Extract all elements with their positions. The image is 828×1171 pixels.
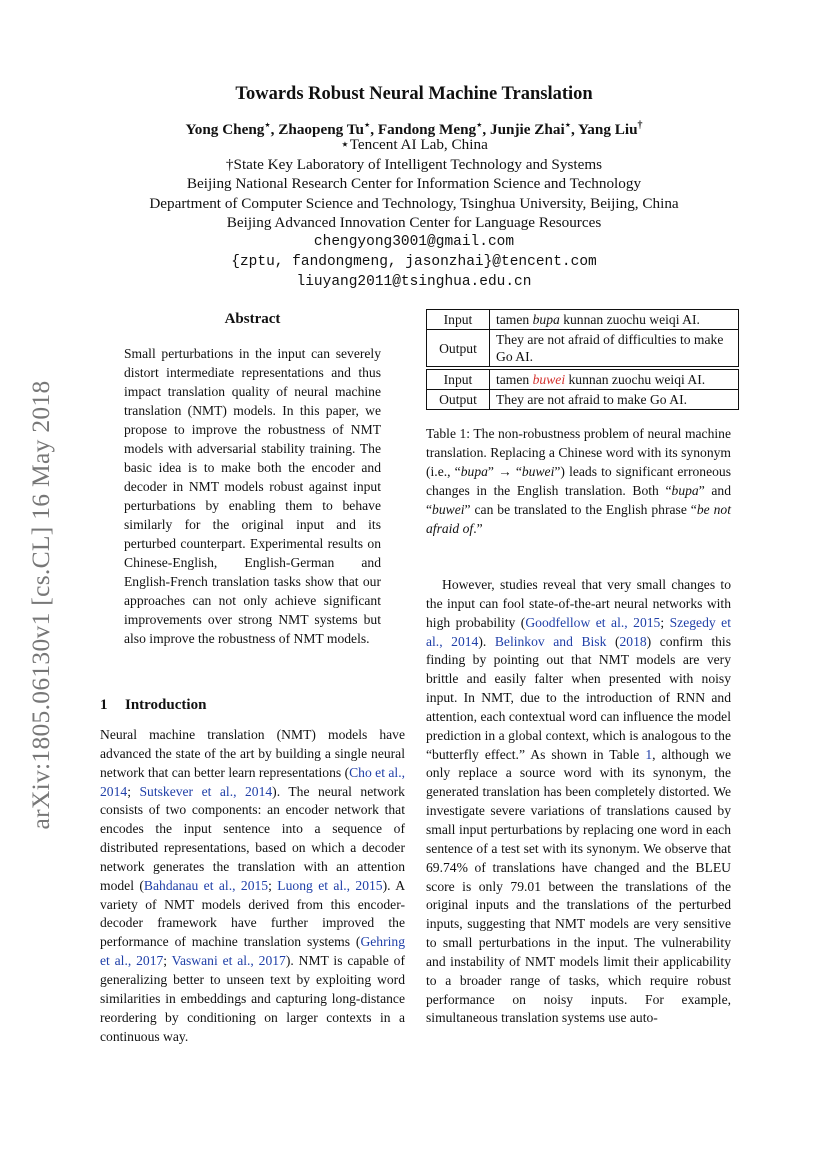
citation-link[interactable]: 2018: [619, 633, 647, 649]
italic-term: bupa: [460, 464, 488, 479]
author-name: Yang Liu: [578, 121, 638, 139]
affiliation-line: ⋆Tencent AI Lab, China: [340, 136, 488, 153]
arxiv-sidebar: [16, 355, 66, 855]
citation-link[interactable]: Goodfellow et al., 2015: [525, 614, 661, 630]
row-text: [490, 310, 739, 330]
table-row: [427, 330, 739, 367]
affiliation-line: †State Key Laboratory of Intelligent Technology and Systems: [225, 155, 603, 173]
text-pre: tamen: [496, 312, 533, 327]
table-row: [427, 370, 739, 390]
citation-link[interactable]: Gehring et al., 2017: [100, 934, 405, 969]
row-label: Output: [427, 330, 490, 367]
affiliation-line: Department of Computer Science and Technology, Tsinghua University, Beijing, China: [149, 194, 679, 212]
text-pre: tamen: [496, 372, 533, 387]
intro-paragraph-1: Neural machine translation (NMT) models have advanced the state of the art by building a single neural network that can better learn representations (Cho et al., 2014; Sutskever et al., 2014). The neural network consists of two components: an encoder network that encodes the input sentence into a sequence of distributed representations, based on which a decoder network generates the translation with an attention model (Bahdanau et al., 2015; Luong et al., 2015). A variety of NMT models derived from this encoder-decoder framework have further improved the performance of machine translation systems (Gehring et al., 2017; Vaswani et al., 2017). NMT is capable of generalizing better to unseen text by exploiting word similarities in embeddings and capturing long-distance reordering by conditioning on larger contexts in a continuous way.: [100, 727, 406, 1044]
email-address: {zptu, fandongmeng, jasonzhai}@tencent.com: [231, 254, 597, 270]
intro-paragraph-2: However, studies reveal that very small changes to the input can fool state-of-the-art neural networks with high probability (Goodfellow et al., 2015; Szegedy et al., 2014). Belinkov and Bisk (2018) confirm this finding by pointing out that NMT models are very brittle and easily falter when presented with noisy input. In NMT, due to the introduction of RNN and attention, each contextual word can influence the model prediction in a global context, which is analogous to the “butterfly effect.” As shown in Table 1, although we only replace a source word with its synonym, the generated translation has been completely distorted. We investigate severe variations of translations caused by small input perturbations by replacing one word in each sentence of a test set with its synonym. We observe that 69.74% of translations have changed and the BLEU score is only 79.01 between the translations of the original inputs and the translations of the perturbed inputs, suggesting that NMT models are very sensitive to small perturbations in the input. The vulnerability and instability of NMT models limit their applicability to a broader range of tasks, which require robust performance on noisy inputs. For example, simultaneous translation systems use auto-: [426, 577, 731, 1026]
italic-term: buwei: [432, 502, 465, 517]
text-post: kunnan zuochu weiqi AI.: [565, 372, 706, 387]
email-block: [0, 232, 828, 292]
email-address: chengyong3001@gmail.com: [313, 234, 515, 250]
row-text: They are not afraid to make Go AI.: [490, 390, 739, 410]
table-row: [427, 390, 739, 410]
section-heading-introduction: [100, 697, 206, 714]
row-label: Input: [427, 370, 490, 390]
author-name: Junjie Zhai: [490, 121, 565, 139]
author-list: Yong Cheng⋆, Zhaopeng Tu⋆, Fandong Meng⋆, Junjie Zhai⋆, Yang Liu†: [185, 120, 643, 139]
citation-link[interactable]: Cho et al., 2014: [100, 764, 405, 799]
affiliations: [0, 135, 828, 233]
affiliation-line: Beijing Advanced Innovation Center for Language Resources: [226, 214, 602, 231]
arxiv-identifier: arXiv:1805.06130v1 [cs.CL] 16 May 2018: [26, 380, 55, 830]
citation-link[interactable]: Vaswani et al., 2017: [171, 953, 286, 969]
italic-term: bupa: [671, 483, 699, 498]
table-1: [426, 309, 739, 410]
row-text: [490, 370, 739, 390]
table-caption: Table 1: The non-robustness problem of neural machine translation. Replacing a Chinese word with its synonym (i.e., “bupa” → “buwei”) leads to significant erroneous changes in the English translation. Both “bupa” and “buwei” can be translated to the English phrase “be not afraid of.”: [426, 426, 731, 536]
row-label: Input: [427, 310, 490, 330]
author-mark: †: [637, 120, 643, 131]
citation-link[interactable]: Szegedy et al., 2014: [426, 614, 731, 649]
abstract-heading: Abstract: [224, 311, 281, 327]
author-name: Zhaopeng Tu: [278, 121, 364, 139]
citation-link[interactable]: Luong et al., 2015: [277, 877, 383, 893]
citation-link[interactable]: Sutskever et al., 2014: [139, 783, 273, 799]
citation-link[interactable]: 1: [645, 746, 653, 762]
text-post: kunnan zuochu weiqi AI.: [559, 312, 700, 327]
paper-title: Towards Robust Neural Machine Translation: [235, 84, 593, 104]
author-name: Yong Cheng: [185, 121, 265, 139]
section-number: 1: [100, 697, 108, 713]
italic-term: buwei: [521, 464, 555, 479]
author-mark: ⋆: [264, 120, 271, 131]
citation-link[interactable]: Belinkov and Bisk: [494, 633, 607, 649]
section-title: Introduction: [125, 697, 207, 713]
author-name: Fandong Meng: [377, 121, 477, 139]
author-mark: ⋆: [363, 120, 371, 131]
row-label: Output: [427, 390, 490, 410]
table-row: [427, 310, 739, 330]
abstract-body: Small perturbations in the input can severely distort intermediate representations and thus impact translation quality of neural machine translation (NMT) models. In this paper, we propose to improve the robustness of NMT models with adversarial stability training. The basic idea is to make both the encoder and decoder in NMT models robust against input perturbations by enabling them to behave similarly for the original input and its perturbed counterpart. Experimental results on Chinese-English, English-German and English-French translation tasks show that our approaches can not only achieve significant improvements over strong NMT systems but also improve the robustness of NMT models.: [124, 346, 381, 646]
author-mark: ⋆: [476, 120, 483, 131]
email-address: liuyang2011@tsinghua.edu.cn: [296, 274, 532, 290]
author-mark: ⋆: [564, 120, 571, 131]
source-word: bupa: [532, 312, 560, 327]
citation-link[interactable]: Bahdanau et al., 2015: [143, 877, 269, 893]
row-text: They are not afraid of difficulties to make Go AI.: [490, 330, 739, 367]
affiliation-line: Beijing National Research Center for Information Science and Technology: [186, 175, 642, 192]
perturbed-word: buwei: [532, 372, 566, 387]
italic-term: be not afraid of: [426, 502, 731, 536]
